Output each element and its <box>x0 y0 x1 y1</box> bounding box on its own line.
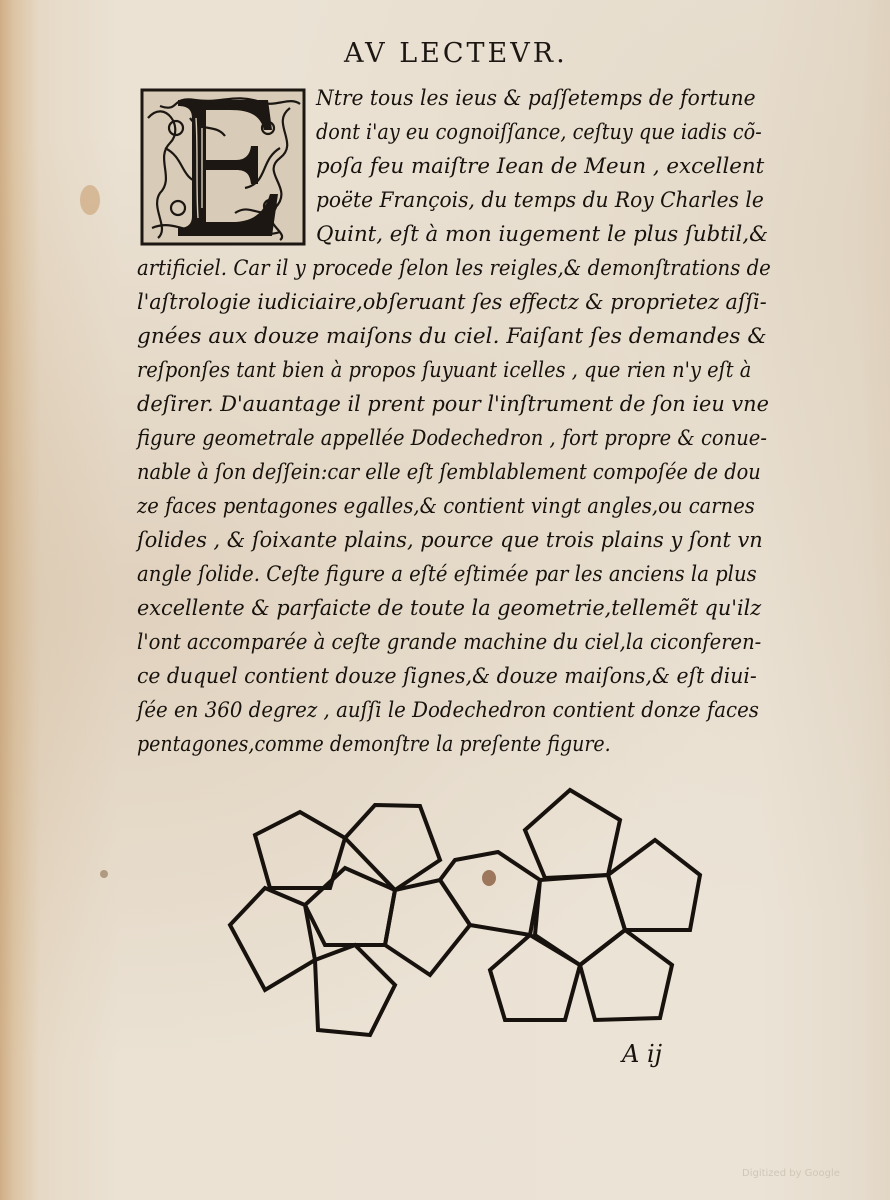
pentagon-face <box>608 840 700 930</box>
text-line: Quint, eſt à mon iugement le plus ſubtil,& <box>316 222 769 246</box>
dodecahedron-net-figure <box>225 780 715 1040</box>
text-line: nable à ſon deſſein:car elle eſt ſemblablement compoſée de dou <box>137 460 761 484</box>
pentagon-face <box>255 812 345 888</box>
text-line: figure geometrale appellée Dodechedron , fort propre & conue- <box>137 426 767 450</box>
text-line: ſée en 360 degrez , auſſi le Dodechedron contient donze faces <box>137 698 759 722</box>
pentagon-face <box>345 805 440 890</box>
pentagon-face <box>490 935 580 1020</box>
watermark: Digitized by Google <box>742 1168 840 1179</box>
foxing-stain <box>80 185 100 215</box>
text-line: excellente & parfaicte de toute la geometrie,tellemẽt qu'ilz <box>137 596 762 620</box>
text-line: ze faces pentagones egalles,& contient vingt angles,ou carnes <box>137 494 755 518</box>
foxing-stain <box>100 870 108 878</box>
pentagon-face <box>525 790 620 878</box>
text-line: gnées aux douze maiſons du ciel. Faiſant ſes demandes & <box>137 324 767 348</box>
decorated-initial-e <box>140 88 306 246</box>
text-line: ce duquel contient douze ſignes,& douze maiſons,& eſt diui- <box>137 664 757 688</box>
pentagon-face <box>440 852 540 935</box>
pentagon-face <box>580 930 672 1020</box>
pentagon-face <box>305 868 395 945</box>
text-line: poëte François, du temps du Roy Charles le <box>316 188 764 212</box>
text-line: poſa feu maiſtre Iean de Meun , excellent <box>316 154 765 178</box>
ink-stain <box>482 870 496 886</box>
signature-mark: A ij <box>622 1040 663 1068</box>
pentagon-face <box>385 880 470 975</box>
text-line: l'ont accomparée à ceſte grande machine du ciel,la ciconferen- <box>137 630 762 654</box>
text-line: ſolides , & ſoixante plains, pource que trois plains y ſont vn <box>137 528 763 552</box>
text-line: l'aſtrologie iudiciaire,obſeruant ſes effectz & proprietez aſſi- <box>137 290 767 314</box>
text-line: artificiel. Car il y procede ſelon les reigles,& demonſtrations de <box>137 256 771 280</box>
text-line: angle ſolide. Ceſte figure a eſté eſtimée par les anciens la plus <box>137 562 757 586</box>
text-line: reſponſes tant bien à propos ſuyuant icelles , que rien n'y eſt à <box>137 358 752 382</box>
text-line: pentagones,comme demonſtre la preſente figure. <box>137 732 611 756</box>
running-head: AV LECTEVR. <box>344 38 568 69</box>
pentagon-face <box>315 945 395 1035</box>
pentagon-face <box>230 888 315 990</box>
text-line: deſirer. D'auantage il prent pour l'inſtrument de ſon ieu vne <box>137 392 769 416</box>
text-line: Ntre tous les ieus & paſſetemps de fortune <box>316 86 756 110</box>
text-line: dont i'ay eu cognoiſſance, ceſtuy que iadis cõ- <box>316 120 762 144</box>
